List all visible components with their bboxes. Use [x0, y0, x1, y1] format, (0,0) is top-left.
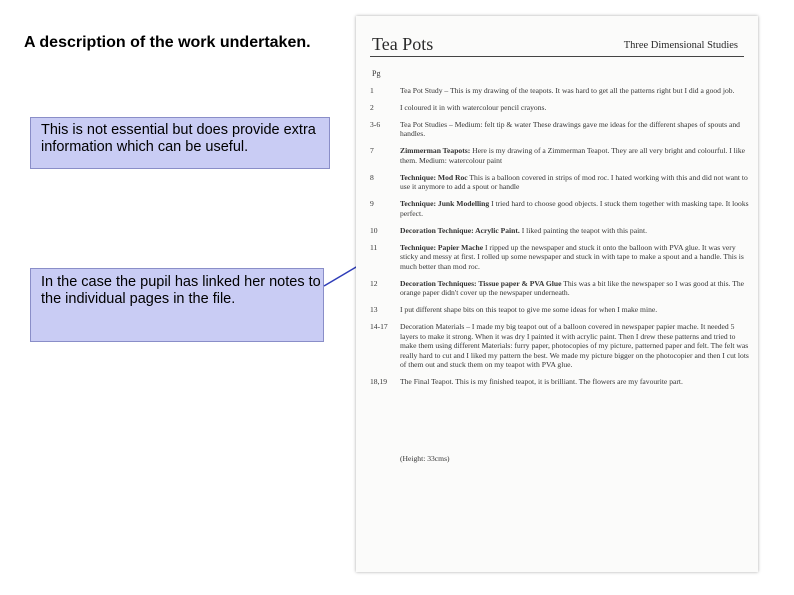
- entry-body: I ripped up the newspaper and stuck it onto the balloon with PVA glue. It was very sticky and messy at first. I rolled up some newspaper and stuck in with tape to make a spout and a handle. This is much better than mod roc.: [400, 242, 744, 271]
- list-item: [370, 377, 750, 387]
- entry-body: Decoration Materials – I made my big teapot out of a balloon covered in newspaper papier mache. It needed 5 layers to make it strong. When it was dry I painted it with acrylic paint. Then I drew these patterns and tried to make them using different Materials: furry paper, photocopies of my picture, patterned paper and felt. The felt was really hard to cut and I liked my pattern the best. We made my picture bigger on the photocopier and then I cut lots of them out and stuck them on my teapot with PVA glue.: [400, 322, 749, 370]
- entry-body: I tried hard to choose good objects. I stuck them together with masking tape. It looks perfect.: [400, 199, 749, 218]
- entry-text: [400, 243, 750, 272]
- entry-text: [400, 103, 750, 113]
- entry-body: I put different shape bits on this teapot to give me some ideas for when I make mine.: [400, 305, 658, 315]
- entry-body: Here is my drawing of a Zimmerman Teapot. They are all very bright and colourful. I like them. Medium: watercolour paint: [400, 146, 746, 165]
- note-extra-information: This is not essential but does provide extra information which can be useful.: [30, 117, 330, 169]
- document-title: Tea Pots: [372, 34, 434, 54]
- entry-text: [400, 226, 750, 236]
- list-item: [370, 103, 750, 113]
- title-divider: [370, 56, 744, 57]
- entry-heading: Decoration Techniques: Tissue paper & PVA Glue: [400, 278, 562, 288]
- entry-text: [400, 120, 750, 139]
- entry-page-number: 9: [370, 199, 374, 209]
- entry-body: This is a balloon covered in strips of mod roc. I hated working with this and did not want to use it anymore to add a spout or handle: [400, 172, 748, 192]
- entry-page-number: 7: [370, 146, 374, 156]
- list-item: [370, 86, 750, 96]
- list-item: [370, 146, 750, 165]
- list-item: [370, 226, 750, 236]
- list-item: [370, 120, 750, 139]
- entry-text: [400, 86, 750, 96]
- entry-heading: Technique: Junk Modelling: [400, 199, 490, 209]
- entry-heading: Technique: Papier Mache: [400, 242, 484, 252]
- entry-text: [400, 322, 750, 370]
- entry-page-number: 8: [370, 172, 374, 182]
- scanned-document: [356, 16, 758, 572]
- slide-title: A description of the work undertaken.: [24, 34, 311, 51]
- entry-text: [400, 305, 750, 315]
- list-item: [370, 243, 750, 272]
- entry-page-number: 11: [370, 242, 378, 252]
- entry-heading: Technique: Mod Roc: [400, 172, 468, 182]
- entry-list: [370, 86, 750, 394]
- entry-page-number: 1: [370, 86, 374, 95]
- entry-body: Tea Pot Study – This is my drawing of the teapots. It was hard to get all the patterns right but I did a good job.: [400, 86, 735, 95]
- entry-page-number: 10: [370, 225, 378, 235]
- entry-body: Tea Pot Studies – Medium: felt tip & water These drawings gave me ideas for the different shapes of spouts and handles.: [400, 119, 740, 139]
- height-note: (Height: 33cms): [400, 454, 450, 463]
- entry-text: [400, 199, 750, 218]
- entry-body: The Final Teapot. This is my finished teapot, it is brilliant. The flowers are my favourite part.: [400, 377, 683, 387]
- entry-body: I liked painting the teapot with this paint.: [519, 225, 647, 235]
- list-item: [370, 279, 750, 298]
- entry-page-number: 12: [370, 278, 378, 288]
- entry-text: [400, 173, 750, 192]
- list-item: [370, 199, 750, 218]
- list-item: [370, 173, 750, 192]
- page-column-label: Pg: [372, 69, 381, 78]
- note-linked-pages: In the case the pupil has linked her notes to the individual pages in the file.: [30, 268, 324, 342]
- entry-page-number: 2: [370, 102, 374, 112]
- entry-text: [400, 377, 750, 387]
- list-item: [370, 322, 750, 370]
- list-item: [370, 305, 750, 315]
- entry-page-number: 18,19: [370, 377, 388, 387]
- document-subtitle: Three Dimensional Studies: [623, 40, 738, 51]
- entry-body: I coloured it in with watercolour pencil crayons.: [400, 102, 547, 112]
- entry-heading: Zimmerman Teapots:: [400, 146, 471, 156]
- entry-page-number: 14-17: [370, 322, 388, 332]
- entry-page-number: 3-6: [370, 119, 381, 129]
- entry-body: This was a bit like the newspaper so I was good at this. The orange paper didn't cover up the newspaper underneath.: [400, 278, 745, 298]
- entry-heading: Decoration Technique: Acrylic Paint.: [400, 225, 520, 235]
- entry-text: [400, 279, 750, 298]
- entry-text: [400, 146, 750, 165]
- entry-page-number: 13: [370, 305, 378, 315]
